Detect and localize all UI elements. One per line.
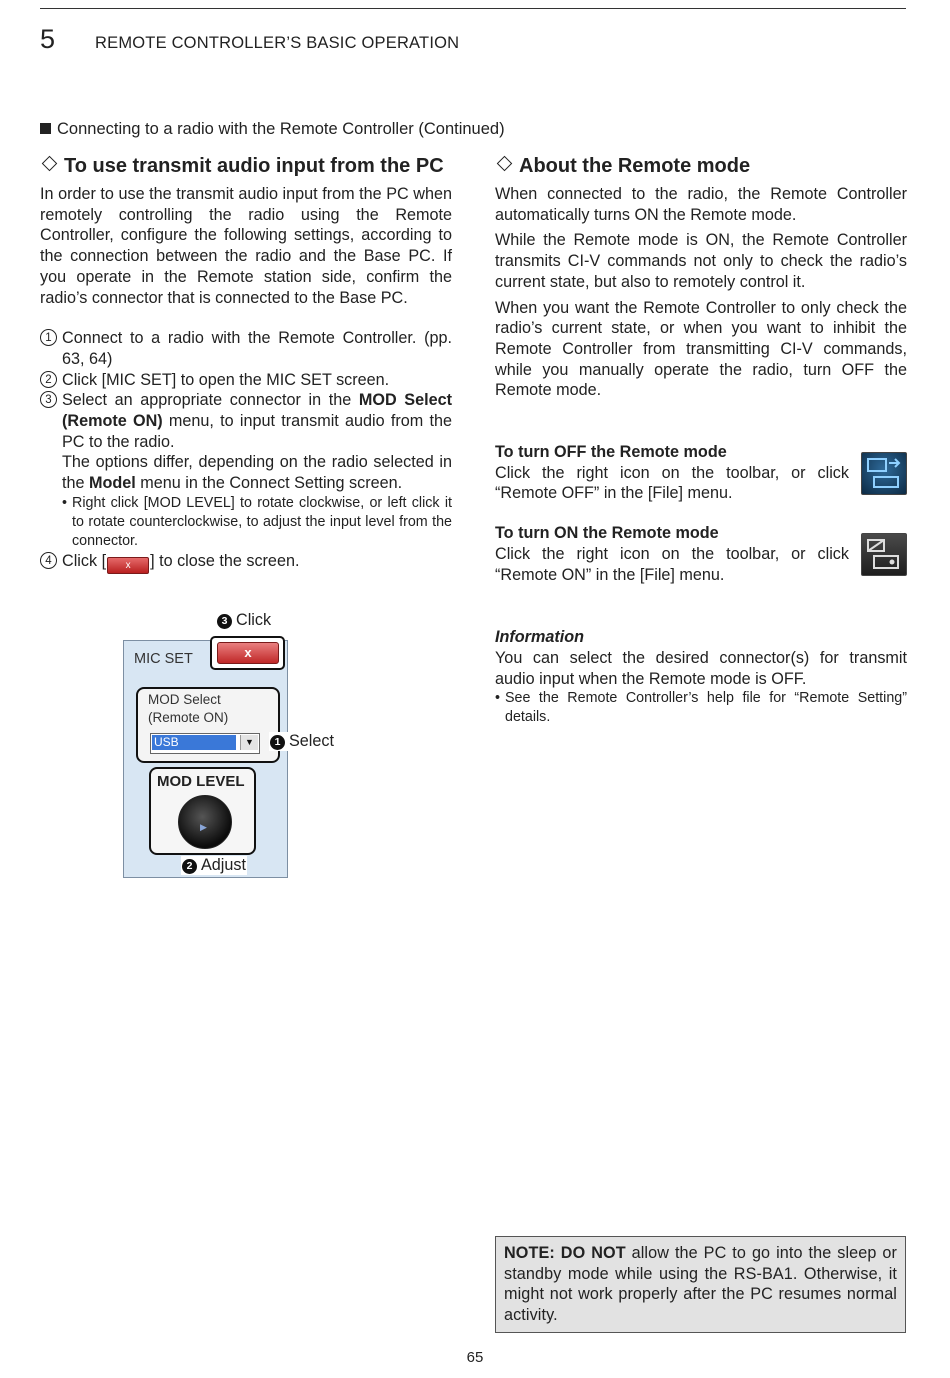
mod-select-dropdown[interactable]: [150, 733, 260, 754]
mic-set-figure: [123, 640, 288, 878]
left-title-text: To use transmit audio input from the PC: [64, 155, 444, 177]
step-number: 2: [40, 371, 57, 388]
callout-click: [216, 611, 272, 630]
right-title-text: About the Remote mode: [519, 155, 751, 177]
callout-number: 2: [182, 859, 197, 874]
right-title: [495, 155, 907, 178]
square-bullet-icon: [40, 123, 51, 134]
remote-off-toolbar-icon[interactable]: [861, 452, 907, 495]
remote-p3: When you want the Remote Controller to only check the radio’s current state, or when you want to inhibit the Remote Controller from transmitting CI-V commands, while you manually operate the radio, turn OFF the Remote mode.: [495, 298, 907, 400]
mod-select-label: MOD Select (Remote ON): [148, 692, 229, 725]
note-box: [495, 1236, 906, 1333]
steps-list: [40, 328, 452, 574]
left-intro: In order to use the transmit audio input from the PC when remotely controlling the radio using the Remote Controller, configure the following settings, according to the connection between the radio and the Base PC. If you operate in the Remote station side, confirm the radio’s connector that is connected to the Base PC.: [40, 185, 452, 307]
information-heading: Information: [495, 628, 585, 647]
step-3-detail: [62, 452, 452, 493]
information-bullet: [495, 689, 907, 727]
callout-text: Adjust: [201, 856, 246, 874]
callout-text: Select: [289, 732, 334, 750]
step-text: menu, to input transmit audio from the PC to the radio.: [62, 412, 452, 451]
remote-on-toolbar-icon[interactable]: [861, 533, 907, 576]
close-highlight: [210, 636, 285, 670]
chapter-title: REMOTE CONTROLLER’S BASIC OPERATION: [95, 34, 460, 52]
step-text: Connect to a radio with the Remote Controller. (pp. 63, 64): [62, 329, 452, 368]
remote-p2: While the Remote mode is ON, the Remote Controller transmits CI-V commands not only to check the radio’s current state, but also to remotely control it.: [495, 231, 907, 291]
step-text: The options differ, depending on the radio selected in the: [62, 453, 452, 493]
close-button[interactable]: x: [217, 642, 279, 664]
header-rule: [40, 8, 906, 9]
right-column: [495, 155, 907, 727]
bullet-dot: •: [495, 690, 501, 707]
mod-level-label: MOD LEVEL: [157, 773, 245, 790]
callout-text: Click: [236, 611, 272, 629]
step-3: [40, 390, 452, 551]
section-heading: [40, 120, 505, 139]
dropdown-value: USB: [152, 735, 236, 750]
remote-off-text: Click the right icon on the toolbar, or click “Remote OFF” in the [File] menu.: [495, 463, 849, 503]
chevron-down-icon[interactable]: ▼: [240, 735, 258, 750]
mod-level-group: [149, 767, 256, 855]
bullet-text: See the Remote Controller’s help file for “Remote Setting” details.: [505, 690, 907, 726]
step-number: 4: [40, 552, 57, 569]
left-title: [40, 155, 452, 178]
callout-number: 3: [217, 614, 232, 629]
note-body: allow the PC to go into the sleep or standby mode while using the RS-BA1. Otherwise, it might not work properly after the PC resumes normal activity.: [504, 1244, 897, 1325]
bullet-text: Right click [MOD LEVEL] to rotate clockwise, or left click it to rotate counterclockwise, to adjust the input level from the connector.: [72, 494, 452, 549]
callout-adjust: [181, 856, 247, 875]
page-number: 65: [466, 1349, 484, 1366]
menu-name: MOD Select (Remote ON): [62, 391, 452, 431]
close-button-image: x: [107, 557, 149, 574]
step-2: [40, 370, 452, 391]
diamond-icon: [42, 156, 58, 172]
left-column: [40, 155, 452, 574]
note-label: NOTE: DO NOT: [504, 1244, 626, 1262]
step-4: [40, 551, 452, 574]
remote-on-heading: To turn ON the Remote mode: [495, 524, 719, 543]
step-text: Select an appropriate connector in the: [62, 391, 359, 410]
remote-off-block: [495, 442, 907, 504]
callout-select: [269, 732, 335, 751]
remote-on-block: [495, 523, 907, 585]
knob-marker-icon: ▶: [200, 822, 207, 832]
bullet-dot: •: [62, 494, 68, 511]
section-heading-text: Connecting to a radio with the Remote Controller (Continued): [57, 120, 505, 138]
mod-level-knob[interactable]: [178, 795, 232, 849]
mic-set-window: [123, 640, 288, 878]
window-title: MIC SET: [134, 651, 193, 667]
remote-p1: When connected to the radio, the Remote Controller automatically turns ON the Remote mode.: [495, 185, 907, 224]
callout-number: 1: [270, 735, 285, 750]
remote-on-text: Click the right icon on the toolbar, or click “Remote ON” in the [File] menu.: [495, 544, 849, 584]
step-3-bullet: [62, 494, 452, 551]
chapter-number: 5: [40, 24, 56, 54]
monitor-radio-icon: [862, 534, 906, 575]
step-number: 3: [40, 391, 57, 408]
step-text: ] to close the screen.: [150, 551, 300, 570]
step-text: menu in the Connect Setting screen.: [135, 474, 403, 493]
monitor-radio-icon: [862, 453, 906, 494]
mod-select-group: [136, 687, 280, 763]
menu-name: Model: [89, 474, 136, 493]
step-1: [40, 328, 452, 369]
diamond-icon: [497, 156, 513, 172]
step-text: Click [MIC SET] to open the MIC SET screen.: [62, 370, 390, 389]
information-text: You can select the desired connector(s) for transmit audio input when the Remote mode is OFF.: [495, 648, 907, 688]
step-number: 1: [40, 329, 57, 346]
remote-off-heading: To turn OFF the Remote mode: [495, 443, 727, 462]
step-text: Click [: [62, 551, 107, 570]
note-text: [504, 1243, 897, 1326]
